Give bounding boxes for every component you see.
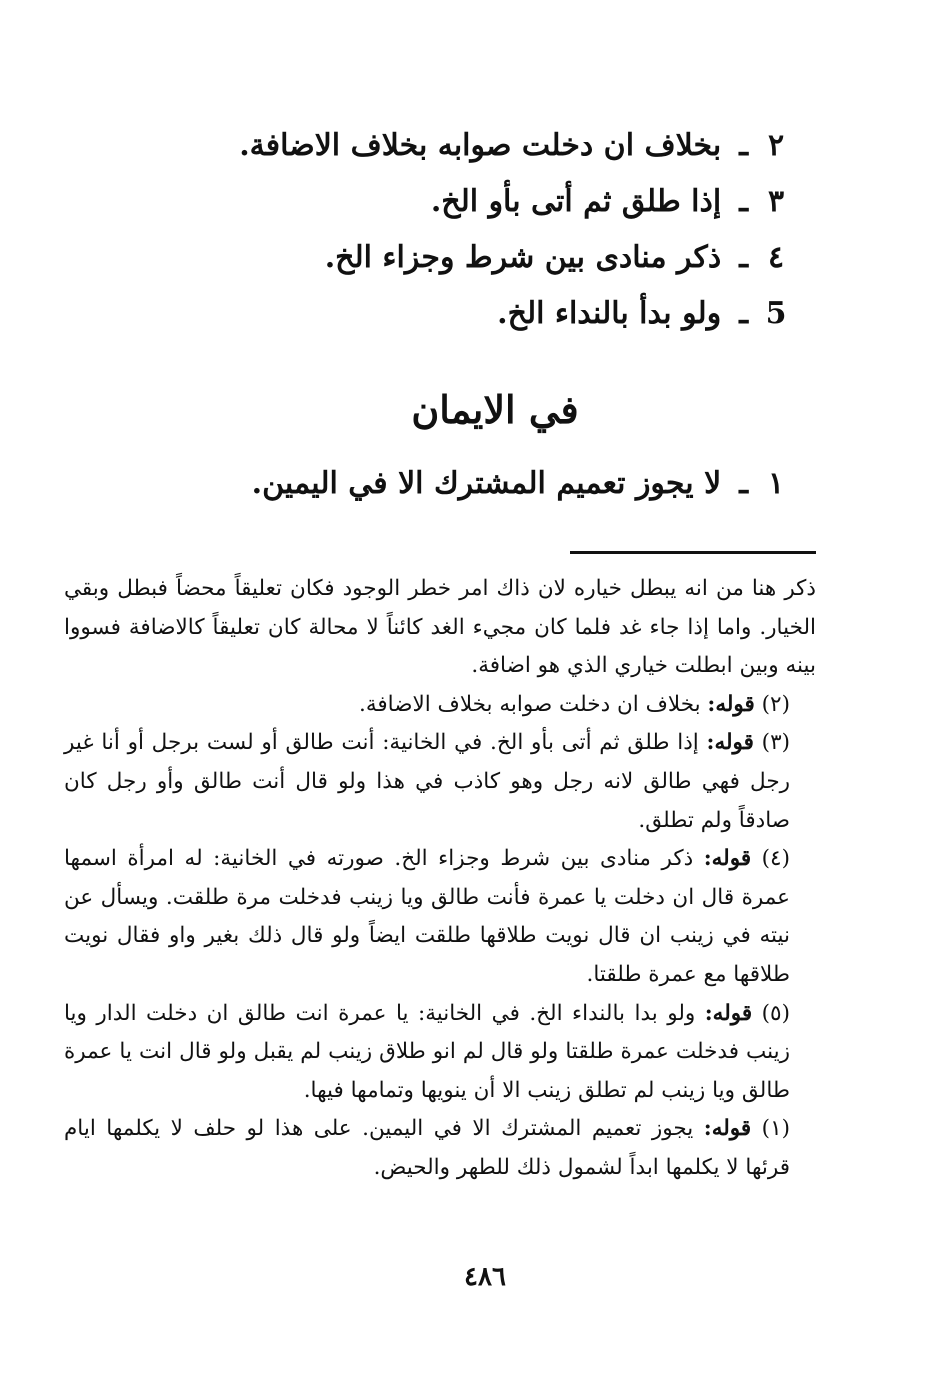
footnote-number: (١) [761, 1116, 791, 1142]
footnote-keyword: قوله: [704, 1000, 753, 1026]
footnote-keyword: قوله: [703, 1116, 752, 1142]
item-text: بخلاف ان دخلت صوابه بخلاف الاضافة. [239, 128, 722, 163]
item-dash: ـ [739, 240, 748, 275]
footnote-number: (٣) [761, 730, 791, 756]
main-item-4 [150, 230, 790, 286]
footnote-1 [64, 1110, 816, 1187]
footnote-text: ولو بدا بالنداء الخ. في الخانية: يا عمرة انت طالق ان دخلت الدار ويا زينب فدخلت عمرة طلقتا ولو قال لم انو طلاق زينب لم يقبل ولو قال انت يا عمرة طالق ويا زينب لم تطلق زينب الا أن ينويها وتمامها فيها. [64, 1000, 790, 1103]
footnote-number: (٢) [761, 691, 790, 717]
footnote-2 [64, 686, 816, 725]
item-dash: ـ [739, 296, 748, 331]
footnote-3 [64, 724, 816, 840]
footnote-text: ذكر منادى بين شرط وجزاء الخ. صورته في الخانية: له امرأة اسمها عمرة قال ان دخلت يا عمرة فأنت طالق ويا زينب فدخلت مرة طلقت. ويسأل عن نيته في زينب ان قال نويت طلاقها طلقت ايضاً ولو قال ذلك بغير واو فقال نويت طلاقها مع عمرة طلقتا. [64, 846, 790, 987]
item-number: ٤ [767, 240, 785, 275]
footnote-text: يجوز تعميم المشترك الا في اليمين. على هذا لو حلف لا يكلمها ايام قرئها لا يكلمها ابداً لشمول ذلك للطهر والحيض. [64, 1116, 790, 1180]
footnote-4 [64, 840, 816, 994]
main-item-2 [150, 118, 790, 174]
item-text: ذكر منادى بين شرط وجزاء الخ. [324, 240, 722, 275]
item-text: إذا طلق ثم أتى بأو الخ. [430, 184, 722, 219]
footnote-number: (٥) [761, 1000, 790, 1026]
item-text: لا يجوز تعميم المشترك الا في اليمين. [251, 466, 722, 501]
footnote-keyword: قوله: [703, 846, 752, 872]
item-dash: ـ [739, 128, 748, 163]
footnote-text: إذا طلق ثم أتى بأو الخ. في الخانية: أنت طالق أو لست برجل أو أنا غير رجل فهي طالق لانه رجل وهو كاذب في هذا ولو قال أنت طالق وأو رجل كان صادقاً ولم تطلق. [64, 730, 790, 833]
item-text: ولو بدأ بالنداء الخ. [497, 296, 722, 331]
main-item-3 [150, 174, 790, 230]
section-item-1 [252, 456, 790, 512]
item-dash: ـ [739, 466, 748, 501]
item-number: ١ [767, 466, 785, 501]
footnote-keyword: قوله: [706, 730, 754, 756]
footnote-continuation: ذكر هنا من انه يبطل خياره لان ذاك امر خطر الوجود فكان تعليقاً محضاً فبطل وبقي الخيار. واما إذا جاء غد فلما كان مجيء الغد كائناً لا محالة كان تعليقاً كالاضافة فسووا بينه وبين ابطلت خياري الذي هو اضافة. [64, 576, 816, 679]
main-text-list [150, 118, 790, 342]
footnote-keyword: قوله: [707, 691, 755, 717]
footnotes [64, 570, 816, 1188]
footnote-5 [64, 995, 816, 1111]
item-number: 5 [765, 296, 787, 331]
item-number: ٣ [767, 184, 785, 219]
item-dash: ـ [739, 184, 748, 219]
footnote-separator [570, 551, 816, 554]
section-heading: في الايمان [411, 387, 579, 432]
footnote-text: بخلاف ان دخلت صوابه بخلاف الاضافة. [359, 691, 701, 717]
footnote-number: (٤) [761, 846, 790, 872]
main-item-5 [150, 286, 790, 342]
item-number: ٢ [767, 128, 785, 163]
page-number: ٤٨٦ [464, 1262, 506, 1292]
